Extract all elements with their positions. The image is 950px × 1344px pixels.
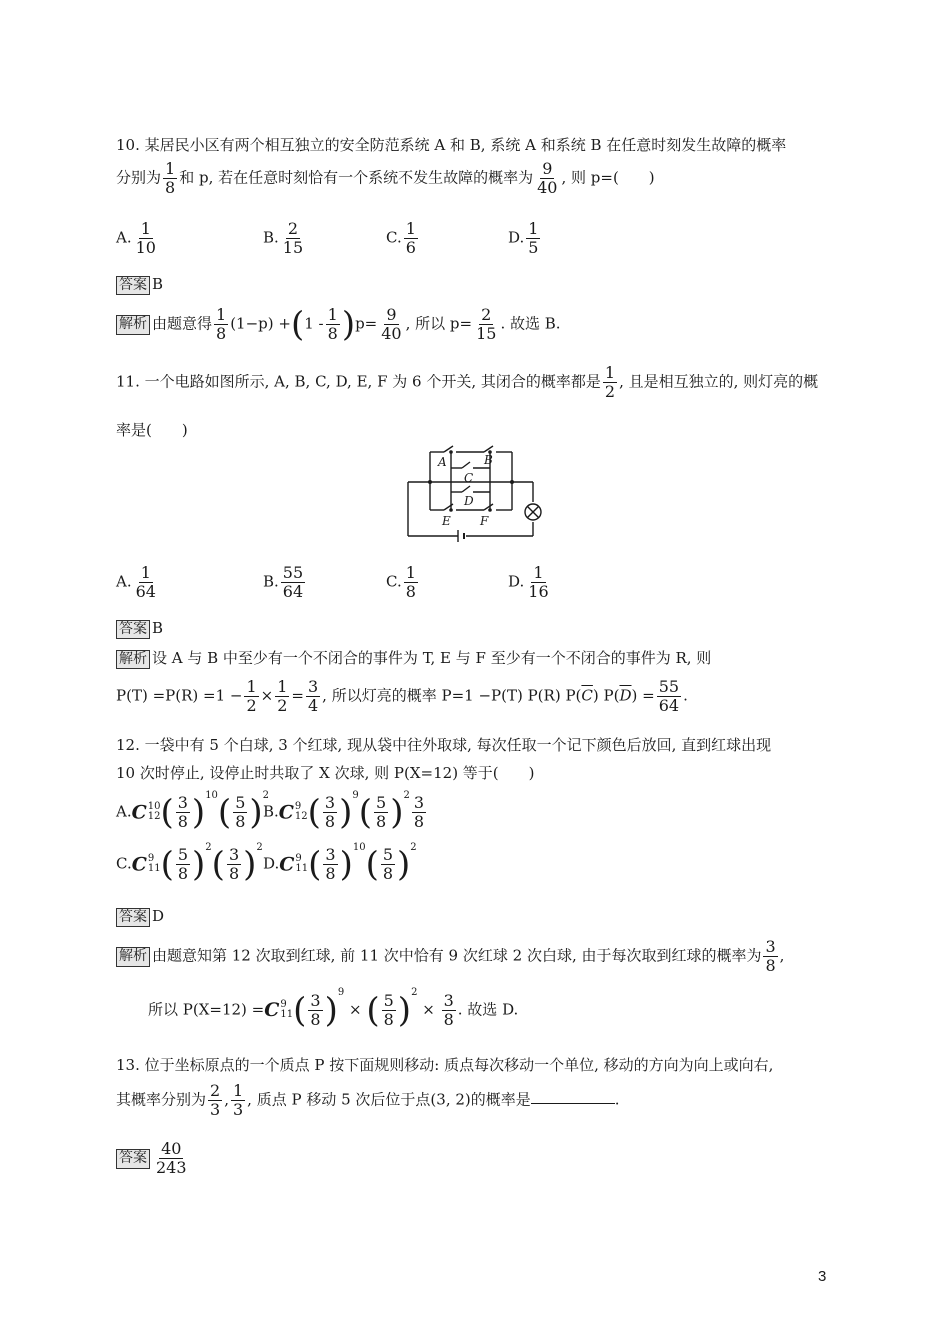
switch-label-d: D — [464, 494, 474, 508]
switch-label-a: A — [438, 455, 447, 469]
q12-line1: 12. 一袋中有 5 个白球, 3 个红球, 现从袋中往外取球, 每次任取一个记下颜色后放回, 直到红球出现 — [116, 736, 772, 754]
switch-label-c: C — [464, 471, 474, 485]
q12-option-a[interactable]: A.C 10 12 ( $\frac{3}{8}$ )$^{10}$( $\frac{5}{8}$ )$^2$ — [116, 790, 270, 833]
q11-analysis-line1: 解析 设 A 与 B 中至少有一个不闭合的事件为 T, E 与 F 至少有一个不闭合的事件为 R, 则 — [116, 650, 711, 669]
q11-line1: 11. 一个电路如图所示, A, B, C, D, E, F 为 6 个开关, 其闭合的概率都是 $\frac{1}{2}$ , 且是相互独立的, 则灯亮的概 — [116, 363, 819, 401]
q12-option-d[interactable]: D.C 9 11 ( $\frac{3}{8}$ )$^{10}$( $\frac{5}{8}$ )$^2$ — [263, 842, 417, 885]
q13-line2: 其概率分别为 $\frac{2}{3}$ , $\frac{1}{3}$ , 质点 P 移动 5 次后位于点(3, 2)的概率是 . — [116, 1081, 620, 1119]
q11-option-b[interactable]: B. $\frac{55}{64}$ — [263, 563, 304, 601]
q12-option-c[interactable]: C.C 9 11 ( $\frac{5}{8}$ )$^2$( $\frac{3}{8}$ )$^2$ — [116, 842, 263, 885]
q10-line1: 10. 某居民小区有两个相互独立的安全防范系统 A 和 B, 系统 A 和系统 B 在任意时刻发生故障的概率 — [116, 136, 787, 154]
q11-line2: 率是( ) — [116, 421, 188, 439]
switch-label-e: E — [442, 514, 451, 528]
switch-label-b: B — [484, 453, 493, 467]
q12-answer: 答案 D — [116, 908, 164, 927]
q10-analysis: 解析 由题意得 $\frac{1}{8}$ (1−p) +(1 - $\frac{1}{8}$ )p= $\frac{9}{40}$ , 所以 p= $\frac{2}{15}$ . 故选 B. — [116, 306, 561, 343]
q12-option-b[interactable]: B.C 9 12 ( $\frac{3}{8}$ )$^9$( $\frac{5}{8}$ )$^2$ $\frac{3}{8}$ — [263, 790, 425, 833]
q10-option-a[interactable]: A. $\frac{1}{10}$ — [116, 219, 156, 257]
q13-answer: 答案 $\frac{40}{243}$ — [116, 1140, 191, 1177]
q12-line2: 10 次时停止, 设停止时共取了 X 次球, 则 P(X=12) 等于( ) — [116, 764, 535, 782]
q11-answer: 答案 B — [116, 620, 163, 639]
q11-analysis-line2: P(T) =P(R) =1 − $\frac{1}{2}$ × $\frac{1}{2}$ = $\frac{3}{4}$ , 所以灯亮的概率 P=1 −P(T) P(R) $P(\overline{C}) P(\overline{D})$ = $\frac{55}{64}$ . — [116, 677, 688, 715]
q10-option-d[interactable]: D. $\frac{1}{5}$ — [508, 219, 539, 257]
q12-analysis-line1: 解析 由题意知第 12 次取到红球, 前 11 次中恰有 9 次红球 2 次白球, 由于每次取到红球的概率为 $\frac{3}{8}$ , — [116, 938, 784, 975]
q11-option-d[interactable]: D. $\frac{1}{16}$ — [508, 563, 549, 601]
circuit-diagram — [400, 438, 550, 550]
q10-option-b[interactable]: B. $\frac{2}{15}$ — [263, 219, 304, 257]
answer-blank[interactable] — [531, 1091, 615, 1104]
q10-option-c[interactable]: C. $\frac{1}{6}$ — [386, 219, 416, 257]
q12-analysis-line2: 所以 P(X=12) =C 9 11 ( $\frac{3}{8}$ )$^9$ × ( $\frac{5}{8}$ )$^2$ × $\frac{3}{8}$ . 故选 D. — [148, 987, 519, 1031]
q10-answer: 答案 B — [116, 276, 163, 295]
switch-label-f: F — [480, 514, 489, 528]
page-number: 3 — [818, 1268, 827, 1285]
q10-line2: 分别为 $\frac{1}{8}$ 和 p, 若在任意时刻恰有一个系统不发生故障的概率为 $\frac{9}{40}$ , 则 p=( ) — [116, 159, 655, 197]
q11-option-c[interactable]: C. $\frac{1}{8}$ — [386, 563, 416, 601]
q11-option-a[interactable]: A. $\frac{1}{64}$ — [116, 563, 156, 601]
q13-line1: 13. 位于坐标原点的一个质点 P 按下面规则移动: 质点每次移动一个单位, 移动的方向为向上或向右, — [116, 1056, 774, 1074]
